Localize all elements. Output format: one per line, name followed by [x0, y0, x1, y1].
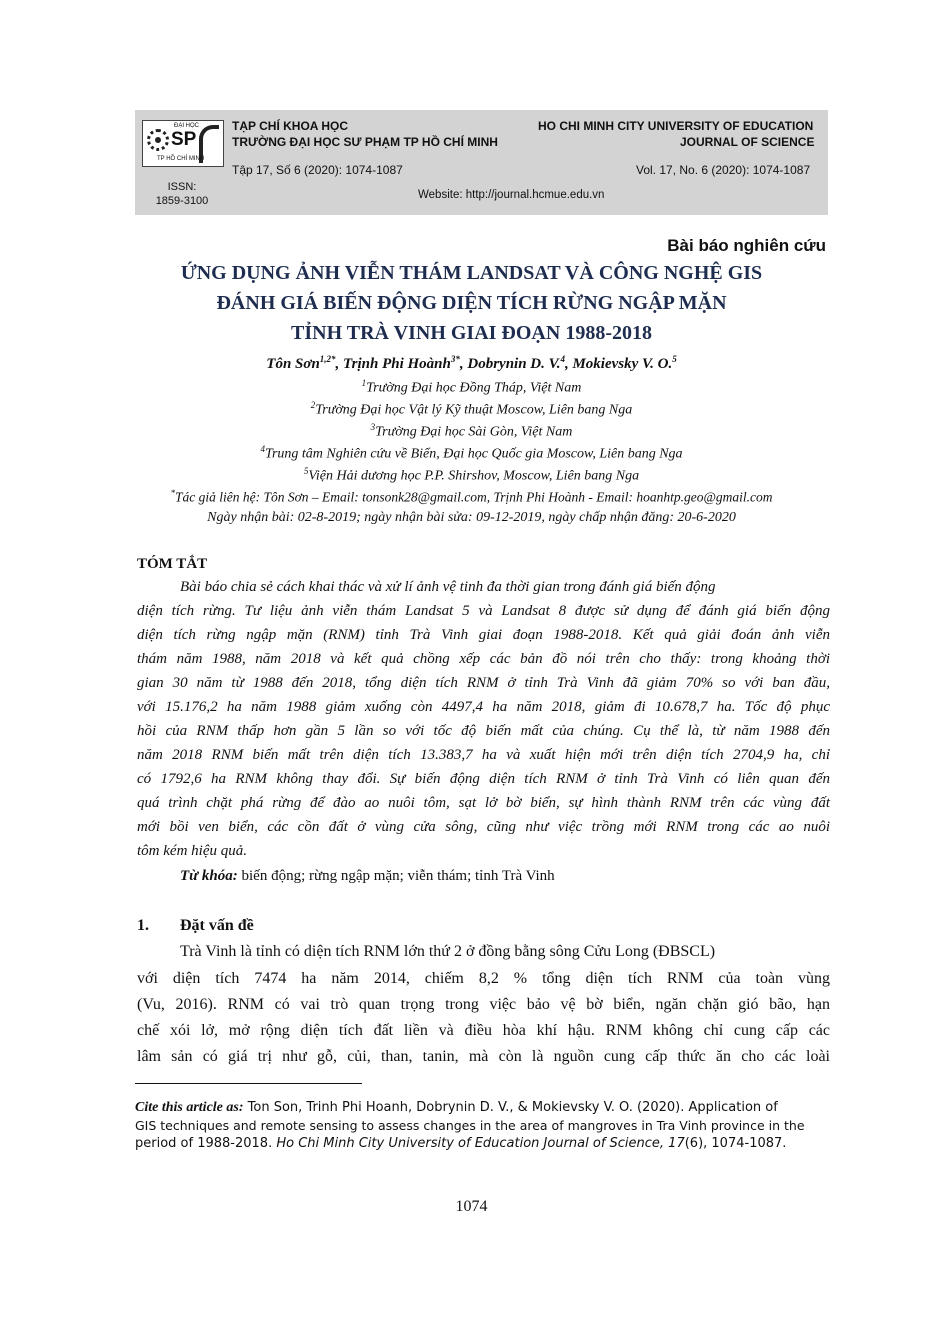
- logo-main-text: SP: [171, 129, 197, 150]
- volume-vn: Tập 17, Số 6 (2020): 1074-1087: [232, 163, 403, 177]
- affiliation-sup: 4: [260, 444, 265, 454]
- author-sup: 4: [560, 354, 565, 364]
- article-type: Bài báo nghiên cứu: [667, 236, 826, 255]
- affiliation-text: Trường Đại học Vật lý Kỹ thuật Moscow, Liên bang Nga: [315, 402, 633, 418]
- affiliation-text: Trường Đại học Sài Gòn, Việt Nam: [375, 424, 573, 440]
- section-number: 1.: [137, 917, 149, 934]
- citation-text: period of 1988-2018.: [135, 1136, 273, 1151]
- affiliation-2: [60, 400, 883, 419]
- logo-top-text: ĐẠI HỌC: [174, 123, 200, 129]
- university-name-vn: TRƯỜNG ĐẠI HỌC SƯ PHẠM TP HỒ CHÍ MINH: [232, 135, 498, 149]
- affiliation-text: Viện Hải dương học P.P. Shirshov, Moscow, Liên bang Nga: [308, 468, 640, 484]
- author-name: Mokievsky V. O.: [572, 356, 673, 372]
- university-name-en: HO CHI MINH CITY UNIVERSITY OF EDUCATION: [538, 119, 814, 133]
- journal-name-en: JOURNAL OF SCIENCE: [680, 135, 815, 149]
- affiliation-sup: 1: [361, 378, 367, 388]
- citation-line-2: GIS techniques and remote sensing to assess changes in the area of mangroves in Tra Vinh province in the: [135, 1118, 805, 1133]
- body-line: Trà Vinh là tỉnh có diện tích RNM lớn thứ 2 ở đồng bằng sông Cửu Long (ĐBSCL): [180, 943, 716, 960]
- body-line: lâm sản có giá trị như gỗ, củi, than, tanin, mà còn là nguồn cung cấp thức ăn cho các loài: [137, 1048, 830, 1065]
- section-heading: Đặt vấn đề: [180, 917, 254, 934]
- submission-dates: Ngày nhận bài: 02-8-2019; ngày nhận bài sửa: 09-12-2019, ngày chấp nhận đăng: 20-6-2020: [207, 510, 736, 525]
- citation-line-1: [135, 1100, 828, 1116]
- title-line-1: ỨNG DỤNG ẢNH VIỄN THÁM LANDSAT VÀ CÔNG NGHỆ GIS: [180, 262, 763, 284]
- corresponding-author: [60, 488, 883, 506]
- abstract-line: với 15.176,2 ha năm 1988 giảm xuống còn 4497,4 ha năm 2018, giảm đi 10.678,7 ha. Tốc độ phục: [137, 699, 830, 715]
- abstract-heading: TÓM TẮT: [137, 556, 208, 572]
- page-number: 1074: [455, 1198, 488, 1215]
- author-sup: 5: [672, 354, 677, 364]
- logo-bottom-text: TP HỒ CHÍ MINH: [157, 156, 205, 162]
- author-name: Trịnh Phi Hoành: [343, 356, 451, 372]
- affiliation-4: [60, 444, 883, 463]
- citation-text: (6), 1074-1087.: [684, 1136, 787, 1151]
- abstract-line: quá trình chặt phá rừng để đào ao nuôi tôm, sạt lở bờ biển, sự hình thành RNM trên các vùng đất: [137, 795, 830, 811]
- author-name: Tôn Sơn: [266, 356, 320, 372]
- title-line-2: ĐÁNH GIÁ BIẾN ĐỘNG DIỆN TÍCH RỪNG NGẬP MẶN: [216, 292, 727, 314]
- volume-en: Vol. 17, No. 6 (2020): 1074-1087: [636, 163, 811, 177]
- affiliation-3: [60, 422, 883, 441]
- author-sup: 1,2*: [319, 354, 336, 364]
- title-line-3: TỈNH TRÀ VINH GIAI ĐOẠN 1988-2018: [291, 322, 652, 344]
- journal-name-vn: TẠP CHÍ KHOA HỌC: [232, 119, 349, 133]
- citation-text: Ton Son, Trinh Phi Hoanh, Dobrynin D. V., & Mokievsky V. O. (2020). Application of: [247, 1100, 778, 1115]
- issn-value: 1859-3100: [155, 195, 209, 207]
- abstract-line: diện tích rừng. Tư liệu ảnh viễn thám Landsat 5 và Landsat 8 được sử dụng để đánh giá biến động: [137, 603, 830, 619]
- citation-journal: Ho Chi Minh City University of Education Journal of Science, 17: [276, 1136, 685, 1151]
- abstract-line: hồi của RNM thấp hơn gần 5 lần so với tốc độ biến mất của chúng. Cụ thể là, từ năm 1988 đến: [137, 723, 830, 739]
- keywords-label: Từ khóa:: [180, 868, 238, 884]
- citation-label: Cite this article as:: [135, 1100, 244, 1115]
- affiliation-5: [60, 466, 883, 485]
- body-line: chế xói lở, mở rộng diện tích đất liền và điều hòa khí hậu. RNM không chỉ cung cấp các: [137, 1022, 830, 1039]
- author-sup: 3*: [450, 354, 460, 364]
- author-list: Tôn Sơn$^{1,2*}$, Trịnh Phi Hoành$^{3*}$, Dobrynin D. V.$^4$, Mokievsky V. O.$^5$: [266, 354, 677, 372]
- abstract-line: gian 30 năm từ 1988 đến 2018, tổng diện tích RNM ở tỉnh Trà Vinh đã giảm 70% so với ban đầu,: [137, 675, 830, 691]
- affiliation-sup: 3: [370, 422, 376, 432]
- abstract-line: Bài báo chia sẻ cách khai thác và xử lí ảnh vệ tinh đa thời gian trong đánh giá biến động: [180, 579, 716, 595]
- author-name: Dobrynin D. V.: [467, 356, 561, 372]
- body-line: (Vu, 2016). RNM có vai trò quan trọng trong việc bảo vệ bờ biển, ngăn chặn gió bão, hạn: [137, 996, 830, 1013]
- keywords-text: biến động; rừng ngập mặn; viễn thám; tỉnh Trà Vinh: [241, 868, 555, 884]
- abstract-line: diện tích rừng ngập mặn (RNM) tỉnh Trà Vinh giai đoạn 1988-2018. Kết quả giải đoán ảnh viễn: [137, 627, 830, 643]
- journal-logo: [142, 120, 224, 167]
- gear-icon: [147, 129, 169, 151]
- affiliation-sup: 2: [310, 400, 316, 410]
- keywords: [180, 868, 555, 885]
- abstract-line: tôm kém hiệu quả.: [137, 843, 247, 859]
- abstract-line: thám năm 1988, năm 2018 và kết quả chồng xếp các bản đồ nói trên cho thấy: trong khoảng thời: [137, 651, 830, 667]
- affiliation-text: Trung tâm Nghiên cứu về Biển, Đại học Quốc gia Moscow, Liên bang Nga: [264, 446, 683, 462]
- abstract-line: mới bồi ven biển, các cồn đất ở vùng cửa sông, cũng như việc trồng mới RNM trong các ao nuôi: [137, 819, 830, 835]
- body-line: với diện tích 7474 ha năm 2014, chiếm 8,2 % tổng diện tích RNM của toàn vùng: [137, 970, 830, 987]
- abstract-line: năm 2018 RNM biến mất trên diện tích 13.383,7 ha và xuất hiện mới trên diện tích 2704,9 ha, chỉ: [137, 747, 830, 763]
- footnote-divider: [135, 1083, 362, 1084]
- issn-label: ISSN:: [167, 181, 197, 193]
- abstract-line: có 1792,6 ha RNM không thay đổi. Sự biến động diện tích RNM ở tỉnh Trà Vinh có liên quan đến: [137, 771, 830, 787]
- affiliation-sup: 5: [303, 466, 309, 476]
- citation-line-3: [135, 1136, 828, 1151]
- affiliation-text: Trường Đại học Đồng Tháp, Việt Nam: [366, 380, 582, 396]
- affiliation-1: [60, 378, 883, 397]
- journal-website: Website: http://journal.hcmue.edu.vn: [418, 189, 605, 201]
- contact-text: Tác giả liên hệ: Tôn Sơn – Email: tonsonk28@gmail.com, Trịnh Phi Hoành - Email: hoanhtp.geo@gmail.com: [174, 489, 773, 505]
- contact-sup: *: [170, 488, 175, 498]
